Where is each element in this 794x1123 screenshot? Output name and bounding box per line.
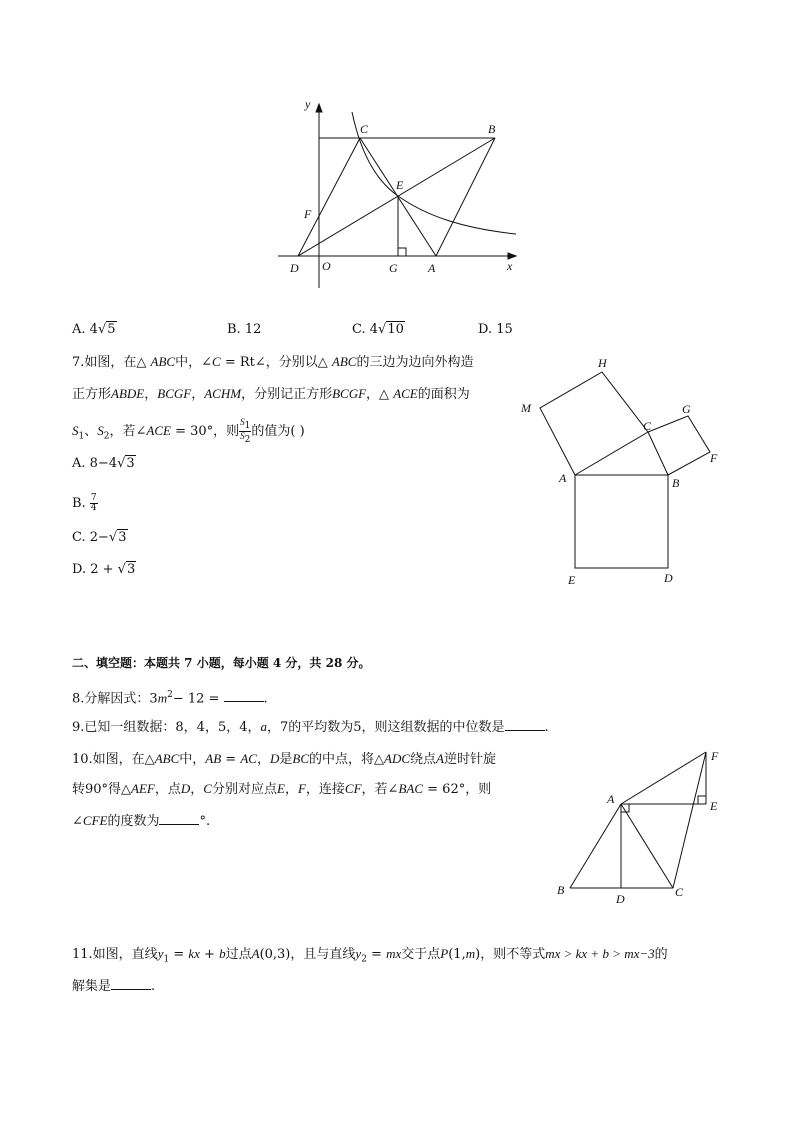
label-g: G: [389, 261, 398, 275]
label-f: F: [304, 207, 312, 221]
right-angle-mark: [398, 248, 406, 256]
q8: 8.分解因式：$3m^2- 12$ = .: [72, 690, 268, 707]
segment-af: [621, 752, 706, 804]
label-b: B: [488, 122, 496, 136]
label-c: C: [360, 122, 369, 136]
label-f3: F: [711, 749, 719, 763]
q9-answer-blank[interactable]: [505, 719, 545, 731]
y-axis-arrow: [316, 104, 322, 112]
section-2-title: 二、填空题：本题共 7 小题，每小题 4 分，共 28 分。: [72, 656, 371, 670]
segment-cf: [673, 752, 706, 888]
q10-line2: 转90°得△AEF，点D，C分别对应点E，F，连接CF，若∠BAC = 62°，则: [72, 781, 492, 797]
label-d3: D: [616, 892, 625, 906]
label-b2: B: [672, 476, 680, 490]
label-e2: E: [568, 573, 576, 587]
q7-option-a: A. 8−4√3: [72, 456, 135, 471]
square-achm: [540, 372, 648, 475]
q7-option-c: C. 2−√3: [72, 530, 127, 545]
label-x: x: [507, 259, 513, 273]
q6-option-b: B. 12: [227, 322, 262, 337]
label-g2: G: [682, 402, 691, 416]
label-f2: F: [710, 451, 718, 465]
label-e: E: [396, 178, 404, 192]
label-a2: A: [559, 471, 567, 485]
label-d: D: [290, 261, 299, 275]
q10-line3: ∠CFE的度数为 °.: [72, 813, 211, 829]
label-m: M: [521, 401, 531, 415]
label-e3: E: [710, 799, 718, 813]
q11-answer-blank[interactable]: [111, 978, 151, 990]
square-abde: [575, 475, 668, 568]
label-a: A: [428, 261, 436, 275]
segment-ac: [621, 804, 673, 888]
q6-option-d: D. 15: [478, 322, 513, 337]
q8-answer-blank[interactable]: [224, 690, 264, 702]
label-y: y: [305, 97, 311, 111]
square-bcgf: [648, 416, 710, 475]
label-c2: C: [643, 419, 652, 433]
q10-answer-blank[interactable]: [159, 813, 199, 825]
label-c3: C: [675, 885, 684, 899]
q11-line1: 11.如图，直线$y_1$ = kx + b过点A(0,3)，且与直线$y_2$ = mx交于点P(1,m)，则不等式mx > kx + b > mx−3的: [72, 946, 668, 965]
q9: 9.已知一组数据：8，4，5，4，a，7的平均数为5，则这组数据的中位数是 .: [72, 719, 549, 735]
label-d2: D: [664, 571, 673, 585]
label-o: O: [322, 259, 331, 273]
segment-dc: [298, 138, 360, 256]
label-h: H: [598, 356, 607, 370]
q7-option-d: D. 2 + √3: [72, 562, 136, 577]
q10-line1: 10.如图，在△ABC中，AB = AC，D是BC的中点，将△ADC绕点A逆时针旋: [72, 751, 496, 767]
q6-option-c: C. 4√10: [352, 322, 404, 337]
q11-line2: 解集是 .: [72, 979, 156, 994]
label-b3: B: [557, 883, 565, 897]
label-a3: A: [607, 792, 615, 806]
q6-option-a: A. 4√5: [72, 322, 116, 337]
q7-line3: $S_1$、$S_2$，若∠ACE = 30°，则 $\frac{S_1}{S_2}$ 的值为( ): [72, 417, 305, 445]
q7-option-b: B. $\frac{7}{4}$: [72, 493, 97, 513]
fraction-s1-s2: $\frac{S_1}{S_2}$: [240, 417, 251, 445]
q7-line1: 7.如图，在△ ABC中，∠C = Rt∠，分别以△ ABC的三边为边向外构造: [72, 354, 474, 370]
q7-line2: 正方形ABDE，BCGF，ACHM，分别记正方形BCGF，△ ACE的面积为: [72, 386, 470, 402]
right-angle-mark-e: [698, 796, 706, 804]
segment-ba: [570, 804, 621, 888]
